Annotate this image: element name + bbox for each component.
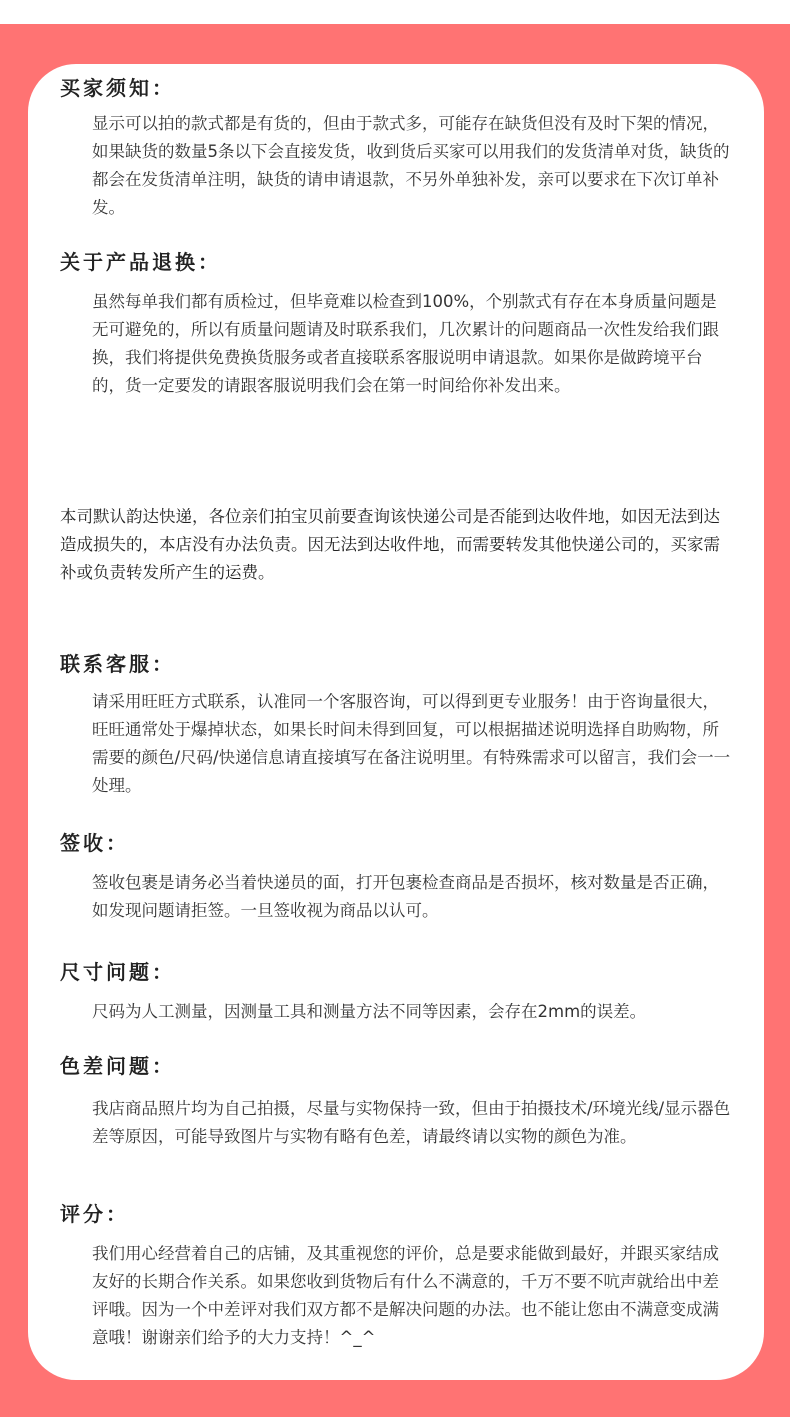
size-body: 尺码为人工测量，因测量工具和测量方法不同等因素，会存在2mm的误差。 [92,1002,647,1021]
size-title: 尺寸问题： [60,960,175,984]
signing-title: 签收： [60,831,129,855]
returns-title: 关于产品退换： [60,250,221,274]
rating-body: 我们用心经营着自己的店铺，及其重视您的评价，总是要求能做到最好，并跟买家结成友好的长期合作关系。如果您收到货物后有什么不满意的，千万不要不吭声就给出中差评哦。因为一个中差评对我们双方都不是解决问题的办法。也不能让您由不满意变成满意哦！谢谢亲们给予的大力支持！^_^ [92,1244,719,1347]
color-title: 色差问题： [60,1054,175,1078]
contact-body: 请采用旺旺方式联系，认准同一个客服咨询，可以得到更专业服务！由于咨询量很大，旺旺通常处于爆掉状态，如果长时间未得到回复，可以根据描述说明选择自助购物，所需要的颜色/尺码/快递信息请直接填写在备注说明里。有特殊需求可以留言，我们会一一处理。 [92,692,731,795]
shipping-notice-body: 本司默认韵达快递，各位亲们拍宝贝前要查询该快递公司是否能到达收件地，如因无法到达造成损失的，本店没有办法负责。因无法到达收件地，而需要转发其他快递公司的，买家需补或负责转发所产生的运费。 [60,507,720,582]
signing-body: 签收包裹是请务必当着快递员的面，打开包裹检查商品是否损坏，核对数量是否正确，如发现问题请拒签。一旦签收视为商品以认可。 [92,873,719,920]
contact-title: 联系客服： [60,652,175,676]
rating-title: 评分： [60,1202,129,1226]
color-body: 我店商品照片均为自己拍摄，尽量与实物保持一致，但由于拍摄技术/环境光线/显示器色差等原因，可能导致图片与实物有略有色差，请最终请以实物的颜色为准。 [92,1099,731,1146]
buyer-notice-body: 显示可以拍的款式都是有货的，但由于款式多，可能存在缺货但没有及时下架的情况，如果缺货的数量5条以下会直接发货，收到货后买家可以用我们的发货清单对货，缺货的都会在发货清单注明，缺货的请申请退款，不另外单独补发，亲可以要求在下次订单补发。 [92,114,730,217]
returns-body: 虽然每单我们都有质检过，但毕竟难以检查到100%，个别款式有存在本身质量问题是无可避免的，所以有质量问题请及时联系我们，几次累计的问题商品一次性发给我们跟换，我们将提供免费换货服务或者直接联系客服说明申请退款。如果你是做跨境平台的，货一定要发的请跟客服说明我们会在第一时间给你补发出来。 [92,292,719,395]
buyer-notice-title: 买家须知： [60,76,175,100]
